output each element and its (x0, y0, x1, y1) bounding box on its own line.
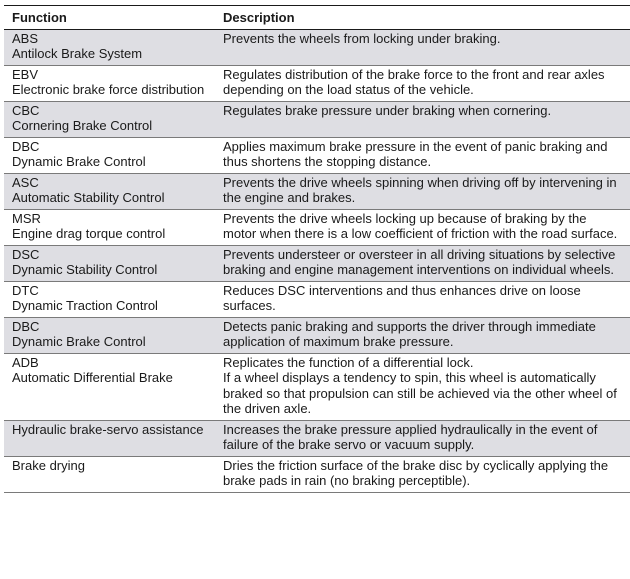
table-row (4, 245, 630, 281)
description-cell (215, 173, 630, 209)
description-cell (215, 281, 630, 317)
table-row (4, 281, 630, 317)
brake-functions-table (4, 5, 630, 493)
function-cell (4, 101, 215, 137)
table-row (4, 29, 630, 65)
table-row (4, 101, 630, 137)
table-row (4, 317, 630, 353)
function-full-name: Engine drag torque control (12, 226, 166, 241)
function-full-name: Automatic Differential Brake (12, 370, 173, 385)
function-full-name: Electronic brake force distribution (12, 82, 205, 97)
function-full-name: Dynamic Stability Control (12, 262, 158, 277)
description-text: Prevents the drive wheels spinning when driving off by intervening in the engine and brakes. (223, 174, 617, 205)
function-cell (4, 281, 215, 317)
description-cell (215, 353, 630, 420)
function-cell (4, 209, 215, 245)
function-cell (4, 317, 215, 353)
function-abbreviation: ASC (12, 174, 39, 190)
function-cell (4, 65, 215, 101)
function-abbreviation: EBV (12, 66, 39, 82)
header-description: Description (215, 6, 630, 30)
table-body (4, 29, 630, 492)
function-abbreviation: DTC (12, 282, 39, 298)
table-row (4, 209, 630, 245)
function-abbreviation: CBC (12, 102, 40, 118)
description-cell (215, 137, 630, 173)
function-full-name: Dynamic Traction Control (12, 298, 158, 313)
description-cell (215, 29, 630, 65)
function-cell (4, 173, 215, 209)
description-text: Detects panic braking and supports the driver through immediate application of maximum brake pressure. (223, 318, 596, 349)
function-full-name: Antilock Brake System (12, 46, 143, 61)
description-text: Regulates distribution of the brake force to the front and rear axles depending on the load status of the vehicle. (223, 66, 605, 97)
function-abbreviation: ABS (12, 30, 39, 46)
function-full-name: Dynamic Brake Control (12, 334, 146, 349)
description-cell (215, 65, 630, 101)
function-cell (4, 245, 215, 281)
function-full-name: Automatic Stability Control (12, 190, 165, 205)
function-cell (4, 420, 215, 456)
description-cell (215, 420, 630, 456)
function-abbreviation: Hydraulic brake-servo assistance (12, 421, 204, 437)
header-row (4, 6, 630, 30)
function-abbreviation: Brake drying (12, 457, 85, 473)
function-abbreviation: MSR (12, 210, 41, 226)
description-text: If a wheel displays a tendency to spin, this wheel is automatically braked so that propulsion can still be achieved via the other wheel of the driven axle. (223, 370, 617, 416)
function-full-name: Dynamic Brake Control (12, 154, 146, 169)
table-row (4, 173, 630, 209)
description-text: Increases the brake pressure applied hydraulically in the event of failure of the brake servo or vacuum supply. (223, 421, 598, 452)
table-row (4, 353, 630, 420)
description-text: Regulates brake pressure under braking when cornering. (223, 102, 552, 118)
function-cell (4, 353, 215, 420)
table-header (4, 6, 630, 30)
description-cell (215, 101, 630, 137)
function-cell (4, 29, 215, 65)
description-text: Reduces DSC interventions and thus enhances drive on loose surfaces. (223, 282, 581, 313)
function-cell (4, 456, 215, 492)
header-function: Function (4, 6, 215, 30)
function-abbreviation: DSC (12, 246, 40, 262)
table-row (4, 420, 630, 456)
description-text: Prevents the wheels from locking under braking. (223, 30, 501, 46)
function-abbreviation: DBC (12, 318, 40, 334)
description-cell (215, 317, 630, 353)
table-row (4, 456, 630, 492)
table-row (4, 137, 630, 173)
function-cell (4, 137, 215, 173)
function-abbreviation: ADB (12, 354, 39, 370)
description-text: Replicates the function of a differential lock. (223, 354, 474, 370)
description-cell (215, 245, 630, 281)
description-cell (215, 456, 630, 492)
description-text: Prevents the drive wheels locking up because of braking by the motor when there is a low coefficient of friction with the road surface. (223, 210, 618, 241)
description-cell (215, 209, 630, 245)
function-abbreviation: DBC (12, 138, 40, 154)
description-text: Prevents understeer or oversteer in all driving situations by selective braking and engine management interventions on individual wheels. (223, 246, 616, 277)
function-full-name: Cornering Brake Control (12, 118, 153, 133)
description-text: Dries the friction surface of the brake disc by cyclically applying the brake pads in rain (no braking perceptible). (223, 457, 609, 488)
table-row (4, 65, 630, 101)
description-text: Applies maximum brake pressure in the event of panic braking and thus shortens the stopping distance. (223, 138, 608, 169)
